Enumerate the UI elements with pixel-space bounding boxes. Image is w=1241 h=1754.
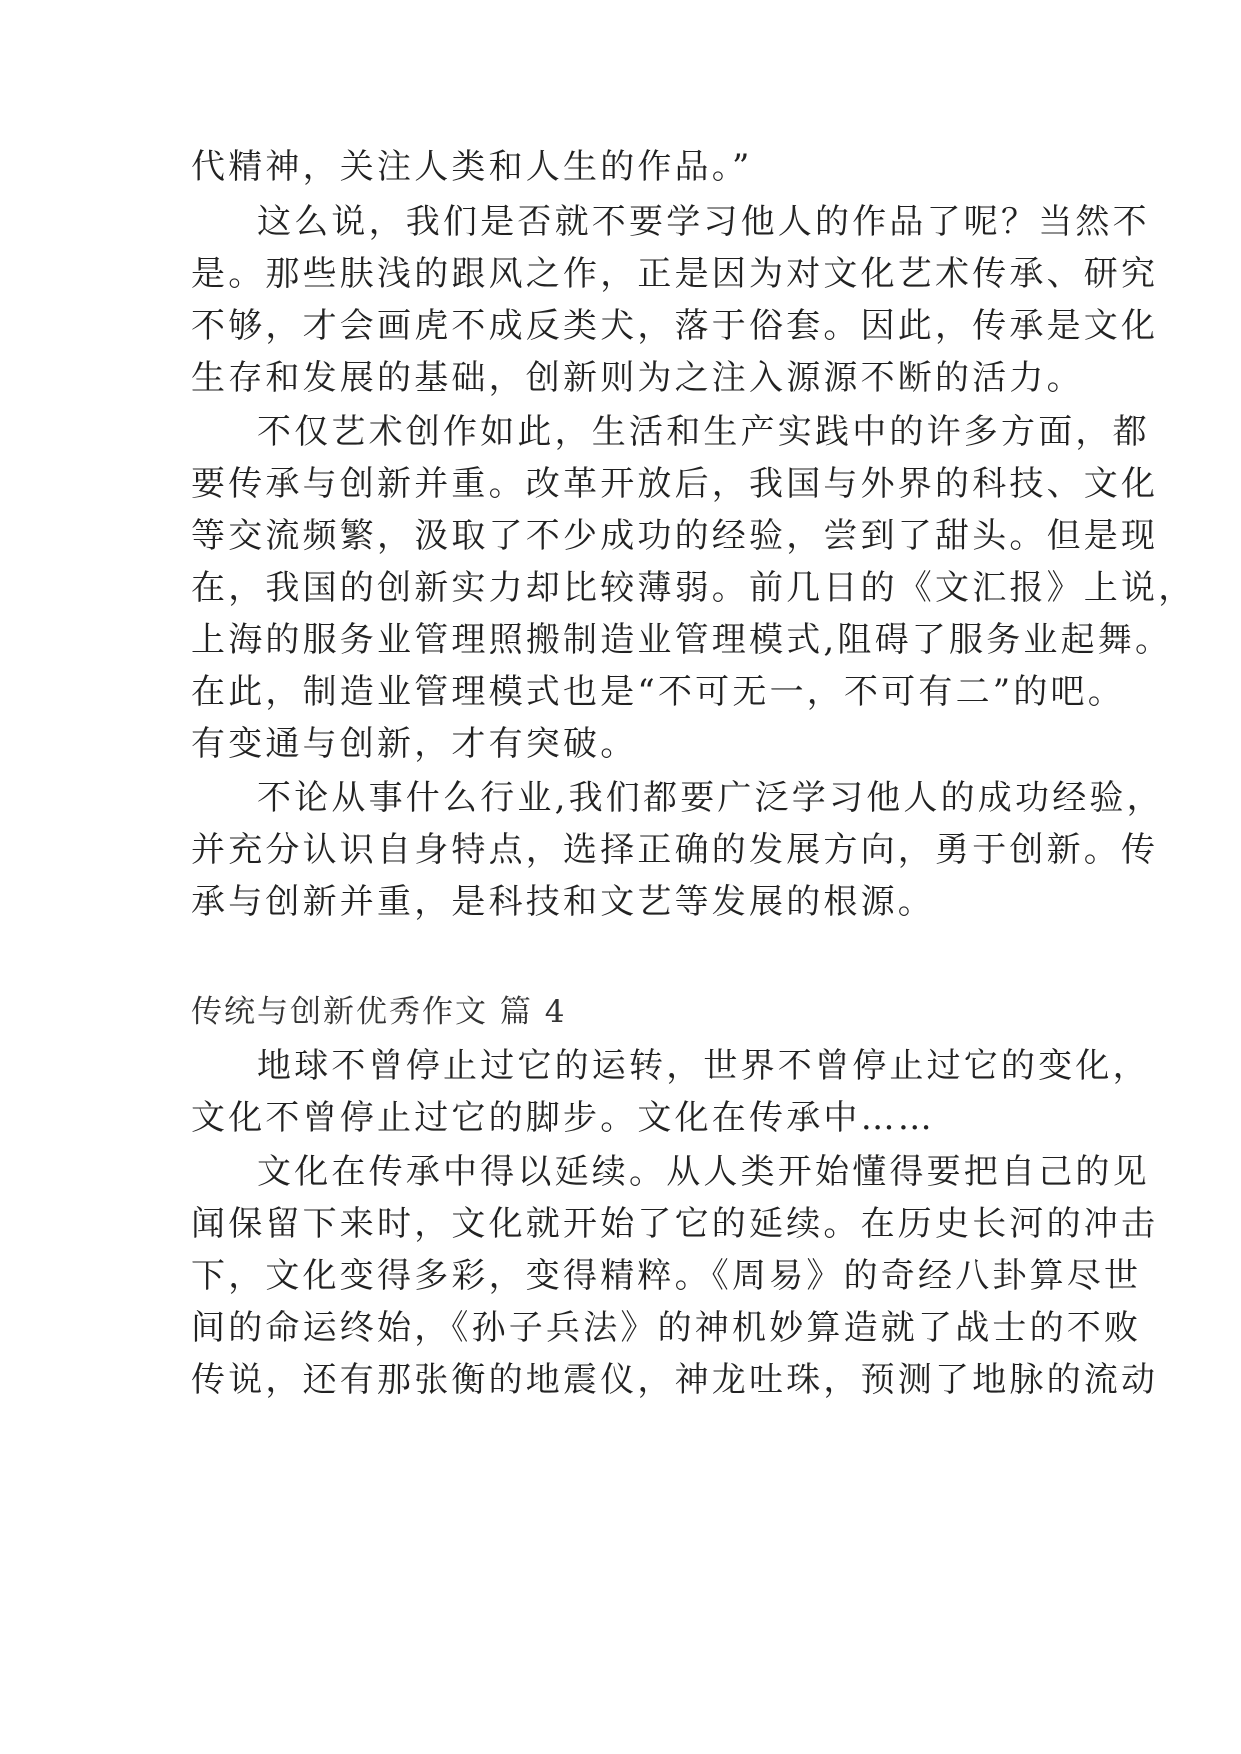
text-line: 生存和发展的基础，创新则为之注入源源不断的活力。: [191, 358, 1084, 398]
text-line: 下，文化变得多彩，变得精粹。《周易》的奇经八卦算尽世: [191, 1256, 1142, 1296]
text-line: 代精神，关注人类和人生的作品。”: [191, 147, 753, 187]
text-line: 有变通与创新，才有突破。: [191, 724, 638, 764]
section-heading: 传统与创新优秀作文 篇 4: [191, 994, 567, 1030]
text-line: 要传承与创新并重。改革开放后，我国与外界的科技、文化: [191, 464, 1159, 504]
text-line: 间的命运终始，《孙子兵法》的神机妙算造就了战士的不败: [191, 1308, 1142, 1348]
text-line: 文化在传承中得以延续。从人类开始懂得要把自己的见: [257, 1152, 1150, 1192]
text-line: 不论从事什么行业,我们都要广泛学习他人的成功经验，: [257, 778, 1164, 818]
text-line: 闻保留下来时，文化就开始了它的延续。在历史长河的冲击: [191, 1204, 1159, 1244]
text-line: 不够，才会画虎不成反类犬，落于俗套。因此，传承是文化: [191, 306, 1159, 346]
text-line: 地球不曾停止过它的运转，世界不曾停止过它的变化，: [257, 1046, 1150, 1086]
text-line: 上海的服务业管理照搬制造业管理模式,阻碍了服务业起舞。: [191, 620, 1173, 660]
text-line: 在此，制造业管理模式也是“不可无一，不可有二”的吧。: [191, 672, 1125, 712]
text-line: 在，我国的创新实力却比较薄弱。前几日的《文汇报》上说，: [191, 568, 1196, 608]
text-line: 等交流频繁，汲取了不少成功的经验，尝到了甜头。但是现: [191, 516, 1159, 556]
text-line: 不仅艺术创作如此，生活和生产实践中的许多方面，都: [257, 412, 1150, 452]
text-line: 这么说，我们是否就不要学习他人的作品了呢？当然不: [257, 202, 1150, 242]
text-line: 并充分认识自身特点，选择正确的发展方向，勇于创新。传: [191, 830, 1159, 870]
text-line: 文化不曾停止过它的脚步。文化在传承中……: [191, 1098, 935, 1138]
text-line: 是。那些肤浅的跟风之作，正是因为对文化艺术传承、研究: [191, 254, 1159, 294]
text-line: 传说，还有那张衡的地震仪，神龙吐珠，预测了地脉的流动: [191, 1360, 1159, 1400]
text-line: 承与创新并重，是科技和文艺等发展的根源。: [191, 882, 935, 922]
